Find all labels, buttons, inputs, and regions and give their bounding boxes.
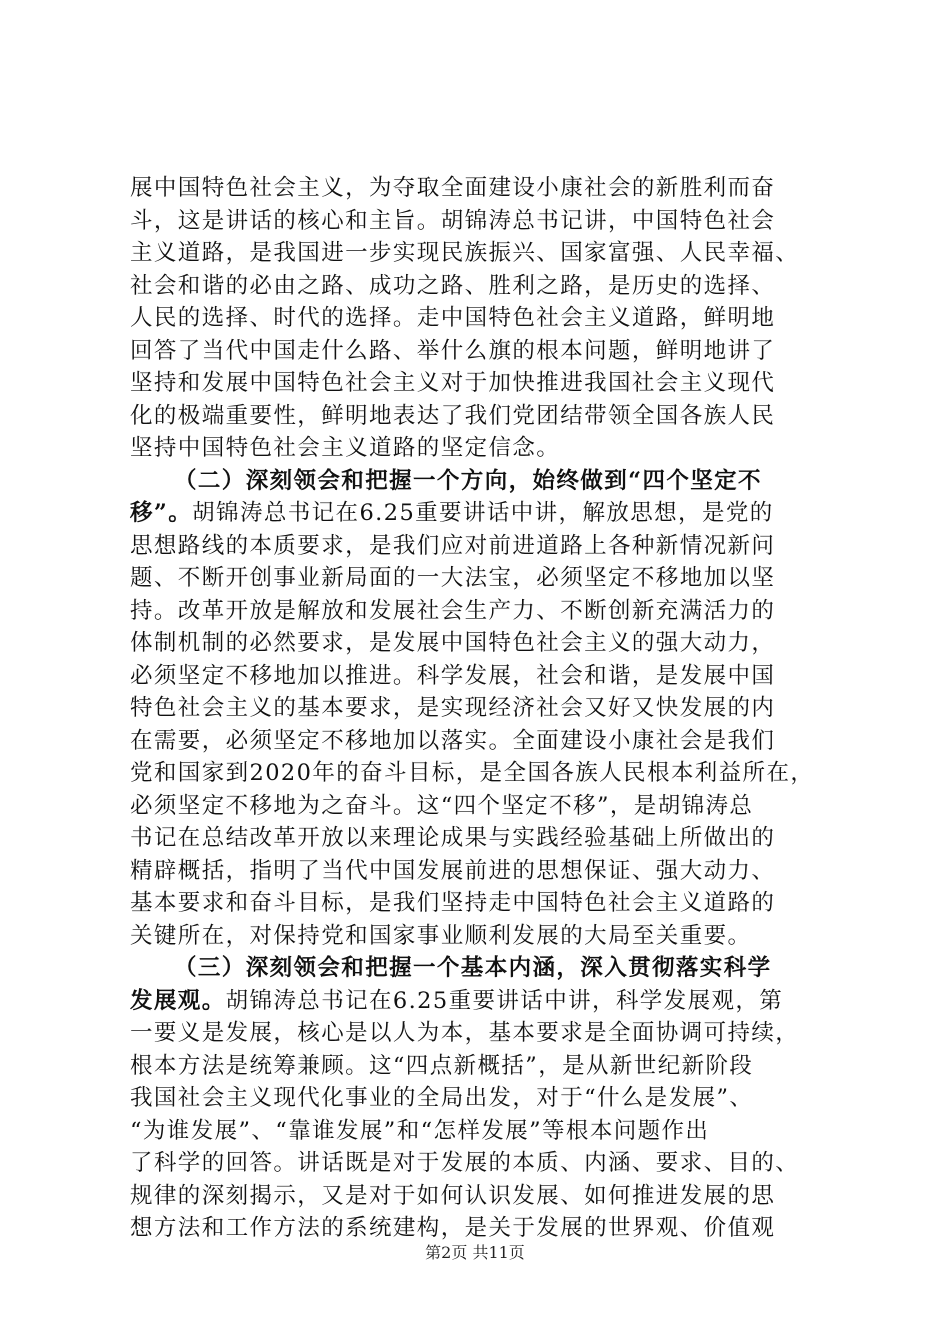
- text-line: 根本方法是统筹兼顾。这“四点新概括”，是从新世纪新阶段: [130, 1052, 754, 1079]
- section-heading-3-end: 发展观。: [130, 987, 226, 1014]
- text-line: 特色社会主义的基本要求，是实现经济社会又好又快发展的内: [130, 695, 776, 721]
- page-footer: 第2页 共11页: [425, 1243, 525, 1262]
- text-line: “为谁发展”、“靠谁发展”和“怎样发展”等根本问题作出: [130, 1117, 710, 1144]
- text-line: 了科学的回答。讲话既是对于发展的本质、内涵、要求、目的、: [130, 1150, 800, 1176]
- text-line: 书记在总结改革开放以来理论成果与实践经验基础上所做出的: [130, 825, 776, 851]
- text-line: 回答了当代中国走什么路、举什么旗的根本问题，鲜明地讲了: [130, 337, 776, 364]
- text-line: 精辟概括，指明了当代中国发展前进的思想保证、强大动力、: [130, 857, 776, 884]
- text-line: 关键所在，对保持党和国家事业顺利发展的大局至关重要。: [130, 922, 752, 949]
- text-line: 人民的选择、时代的选择。走中国特色社会主义道路，鲜明地: [130, 305, 776, 331]
- text-line: [130, 985, 830, 1018]
- text-line: 坚持中国特色社会主义道路的坚定信念。: [130, 435, 561, 461]
- text-line: 我国社会主义现代化事业的全局出发，对于“什么是发展”、: [130, 1085, 754, 1111]
- text-line: 在需要，必须坚定不移地加以落实。全面建设小康社会是我们: [130, 727, 776, 754]
- text-line: 化的极端重要性，鲜明地表达了我们党团结带领全国各族人民: [130, 402, 776, 429]
- section-heading-2: （二）深刻领会和把握一个方向，始终做到“四个坚定不: [174, 467, 762, 494]
- section-heading-2-end: 移”。: [130, 500, 193, 526]
- text-line: 基本要求和奋斗目标，是我们坚持走中国特色社会主义道路的: [130, 890, 776, 916]
- text-line: 持。改革开放是解放和发展社会生产力、不断创新充满活力的: [130, 597, 776, 624]
- text-line: 规律的深刻揭示，又是对于如何认识发展、如何推进发展的思: [130, 1182, 776, 1209]
- text-line: 想方法和工作方法的系统建构，是关于发展的世界观、价值观: [130, 1215, 776, 1241]
- section-heading-3: （三）深刻领会和把握一个基本内涵，深入贯彻落实科学: [174, 955, 772, 981]
- text-line: [130, 497, 830, 530]
- text-line: 社会和谐的必由之路、成功之路、胜利之路，是历史的选择、: [130, 272, 776, 299]
- body-text: [130, 172, 830, 1245]
- text-line: 主义道路，是我国进一步实现民族振兴、国家富强、人民幸福、: [130, 240, 800, 266]
- text-line: 展中国特色社会主义，为夺取全面建设小康社会的新胜利而奋: [130, 175, 776, 201]
- text-line-rest: 胡锦涛总书记在6.25重要讲话中讲，科学发展观，第: [225, 987, 784, 1014]
- text-line: 必须坚定不移地为之奋斗。这“四个坚定不移”，是胡锦涛总: [130, 792, 754, 819]
- text-line: 题、不断开创事业新局面的一大法宝，必须坚定不移地加以坚: [130, 565, 776, 591]
- text-line: 坚持和发展中国特色社会主义对于加快推进我国社会主义现代: [130, 370, 776, 396]
- text-line: 思想路线的本质要求，是我们应对前进道路上各种新情况新问: [130, 532, 776, 559]
- text-line: 党和国家到2020年的奋斗目标，是全国各族人民根本利益所在，: [130, 760, 815, 786]
- text-line: 体制机制的必然要求，是发展中国特色社会主义的强大动力，: [130, 630, 776, 656]
- text-line: 必须坚定不移地加以推进。科学发展，社会和谐，是发展中国: [130, 662, 776, 689]
- text-line: 斗，这是讲话的核心和主旨。胡锦涛总书记讲，中国特色社会: [130, 207, 776, 234]
- text-line-rest: 胡锦涛总书记在6.25重要讲话中讲，解放思想，是党的: [192, 500, 774, 526]
- text-line: 一要义是发展，核心是以人为本，基本要求是全面协调可持续，: [130, 1020, 800, 1046]
